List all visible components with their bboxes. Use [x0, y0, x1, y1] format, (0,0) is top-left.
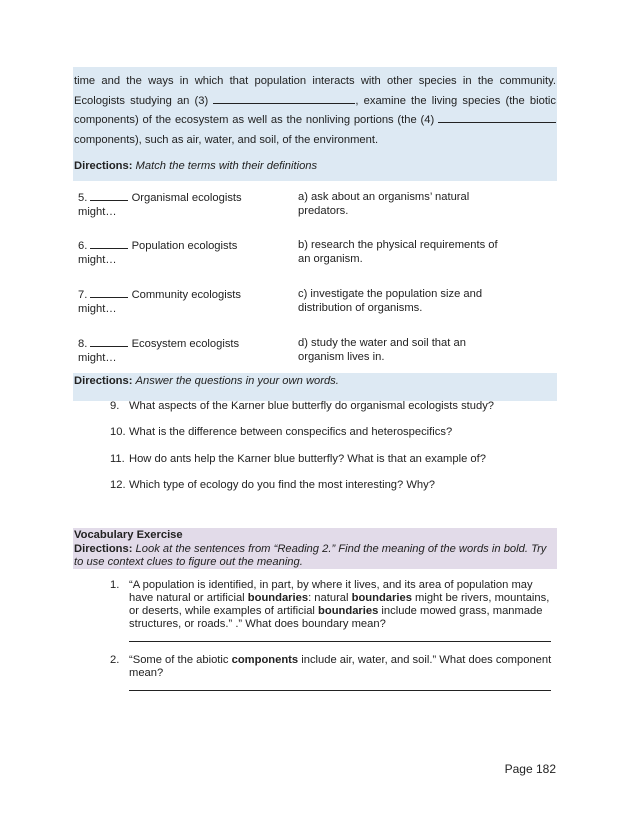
- directions-text: Answer the questions in your own words.: [135, 375, 339, 387]
- reading-line-1: time and the ways in which that population interacts with other species in the community.: [74, 75, 556, 87]
- reading-passage-box: [73, 67, 557, 181]
- page-number: Page 182: [504, 762, 556, 776]
- directions-label: Directions:: [74, 160, 133, 172]
- answer-line[interactable]: [129, 641, 551, 642]
- vocabulary-title: Vocabulary Exercise: [74, 529, 183, 541]
- answer-line[interactable]: [129, 690, 551, 691]
- question-text-run: include air, water, and soil.” What does component mean?: [129, 654, 552, 679]
- question-text-run: : natural: [308, 592, 352, 604]
- question-text-run: include mowed grass, manmade structures, or roads.” .” What does boundary mean?: [129, 605, 543, 630]
- directions-label: Directions:: [74, 375, 133, 387]
- directions-text: Look at the sentences from “Reading 2.” Find the meaning of the words in bold. Try to use context clues to figure out the meaning.: [74, 542, 547, 568]
- matching-directions: [74, 159, 556, 173]
- matching-definition: b) research the physical requirements of an organism.: [298, 239, 498, 265]
- worksheet-page: time and the ways in which that population interacts with other species in the community. Ecologists studying an (3) , examine the living species (the biotic components) of the ecosystem as well as the nonliving portions (the (4) components), such as air, water, and soil, of the environment. Directions: Match the terms with their definitions 5. Organismal ecologists might… a) ask about an organisms’ natural predators. 6. Population ecologists might… b) research the physical requirements of an organism. 7. Community ecologists might… c) investigate the population size and distribution of organisms. 8. Ecosystem ecologists might… d) study the water and soil that an organism lives in. Directions: Answer the questions in your own words. 9. What aspects of the Karner blue butterfly do organismal ecologists study? 10. What is the difference between conspecifics and heterospecifics? 11. How do ants help the Karner blue butterfly? What is that an example of? 12. Which type of ecology do you find the most interesting? Why? Vocabulary Exercise Directions: Look at the sentences from “Reading 2.” Find the meaning of the words in bold. Try to use context clues to figure out the meaning. 1. “A population is identified, in part, by where it lives, and its area of population may have natural or artificial boundaries: natural boundaries might be rivers, mountains, or deserts, while examples of artificial boundaries include mowed grass, manmade structures, or roads.” .” What does boundary mean? 2. “Some of the abiotic components include air, water, and soil.” What does component mean? Page 182: [0, 0, 630, 815]
- question-11: 11. How do ants help the Karner blue butterfly? What is that an example of?: [110, 453, 486, 465]
- question-10: 10. What is the difference between conspecifics and heterospecifics?: [110, 426, 453, 438]
- directions-label: Directions:: [74, 542, 133, 555]
- question-text-run: might be rivers, mountains, or deserts, while examples of artificial: [129, 592, 550, 617]
- matching-definition: d) study the water and soil that an organism lives in.: [298, 337, 466, 363]
- directions-text: Match the terms with their definitions: [135, 160, 318, 172]
- answer-blank[interactable]: [90, 191, 128, 201]
- bold-term: components: [231, 654, 299, 666]
- blank-4[interactable]: [438, 111, 556, 123]
- vocab-question-text: [129, 654, 555, 680]
- answer-blank[interactable]: [90, 288, 128, 298]
- matching-definition: c) investigate the population size and distribution of organisms.: [298, 288, 483, 314]
- reading-line-2a: Ecologists studying an (3): [74, 94, 209, 107]
- vocab-question-text: [129, 579, 555, 631]
- question-text-run: “A population is identified, in part, by where it lives, and its area of population may have natural or artificial: [129, 579, 533, 604]
- matching-definition: a) ask about an organisms’ natural predators.: [298, 191, 470, 217]
- matching-term: 7. Community ecologists might…: [78, 289, 241, 315]
- reading-line-2b: , examine the living species (the biotic: [355, 94, 557, 107]
- question-9: 9. What aspects of the Karner blue butterfly do organismal ecologists study?: [110, 400, 495, 412]
- question-text-run: “Some of the abiotic: [129, 654, 232, 666]
- questions-directions: [73, 373, 557, 401]
- reading-line-4: components), such as air, water, and soil, of the environment.: [74, 133, 379, 146]
- bold-term: boundaries: [247, 592, 309, 604]
- matching-term: 8. Ecosystem ecologists might…: [78, 338, 240, 364]
- blank-3[interactable]: [213, 92, 355, 104]
- matching-term: 6. Population ecologists might…: [78, 240, 238, 266]
- bold-term: boundaries: [351, 592, 412, 604]
- reading-line-3a: components) of the ecosystem as well as the nonliving portions (the (4): [74, 114, 435, 126]
- matching-term: 5. Organismal ecologists might…: [78, 192, 242, 218]
- bold-term: boundaries: [318, 605, 379, 617]
- answer-blank[interactable]: [90, 337, 128, 347]
- question-12: 12. Which type of ecology do you find the most interesting? Why?: [110, 479, 435, 491]
- reading-paragraph: [74, 72, 556, 150]
- vocabulary-header: [73, 528, 557, 569]
- answer-blank[interactable]: [90, 239, 128, 249]
